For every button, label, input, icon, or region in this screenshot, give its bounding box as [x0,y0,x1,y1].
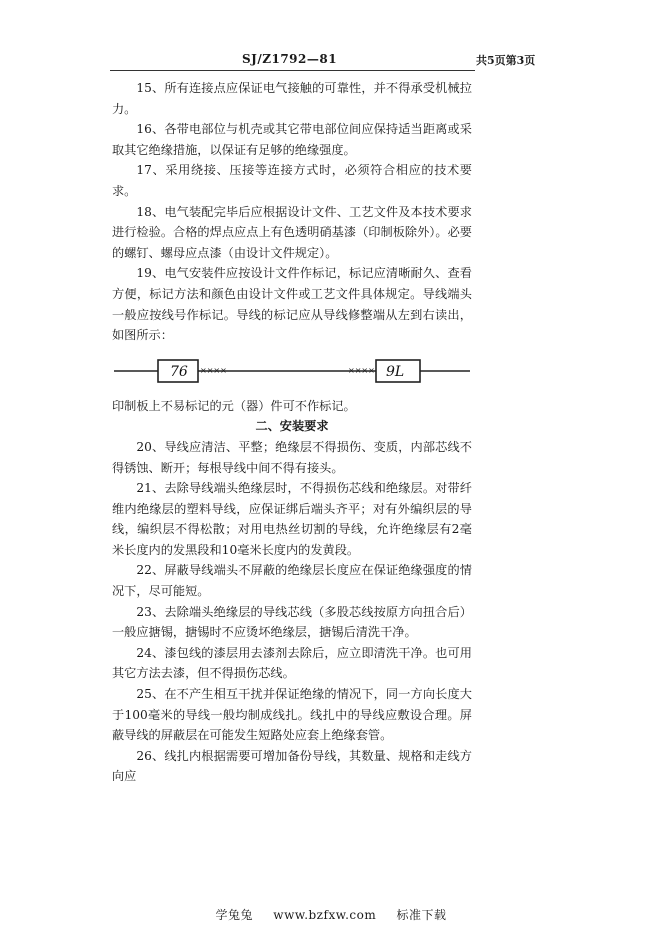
clause-20: 20、导线应清洁、平整；绝缘层不得损伤、变质，内部芯线不得锈蚀、断开；每根导线中间不得有接头。 [112,439,472,475]
clause-19: 19、电气安装件应按设计文件作标记，标记应清晰耐久、查看方便，标记方法和颜色由设计文件或工艺文件具体规定。导线端头一般应按线号作标记。导线的标记应从导线修整端从左到右读出，如图所示： [112,266,472,343]
right-marker-label: 9L [386,363,405,380]
clause-16: 16、各带电部位与机壳或其它带电部位间应保持适当距离或采取其它绝缘措施，以保证有足够的绝缘强度。 [112,122,472,157]
standard-number: SJ/Z1792—81 [242,52,338,66]
wire-marking-drawing [112,352,472,392]
page-footer [0,906,662,923]
clause-26: 26、线扎内根据需要可增加备份导线，其数量、规格和走线方向应 [112,748,472,784]
footer-url[interactable]: www.bzfxw.com [273,908,377,922]
left-marker-label: 76 [170,363,188,380]
clause-17: 17、采用绕接、压接等连接方式时，必须符合相应的技术要求。 [112,163,472,198]
clause-18: 18、电气装配完毕后应根据设计文件、工艺文件及本技术要求进行检验。合格的焊点应点上有色透明硝基漆（印制板除外）。必要的螺钉、螺母应点漆（由设计文件规定）。 [112,204,472,260]
clause-22: 22、屏蔽导线端头不屏蔽的绝缘层长度应在保证绝缘强度的情况下，尽可能短。 [112,563,472,599]
left-cross-marks: ×××× [200,365,227,375]
clause-15: 15、所有连接点应保证电气接触的可靠性，并不得承受机械拉力。 [112,81,472,116]
figure-note: 印制板上不易标记的元（器）件可不作标记。 [112,398,356,413]
body-text [112,78,472,787]
footer-site-name: 学兔兔 [215,908,253,922]
page-header [110,52,536,70]
clause-23: 23、去除端头绝缘层的导线芯线（多股芯线按原方向扭合后）一般应搪锡，搪锡时不应烫坏绝缘层，搪锡后清洗干净。 [112,604,472,640]
page-count: 共5页第3页 [476,54,536,67]
header-rule [110,70,475,71]
right-cross-marks: ×××× [348,365,375,375]
clause-25: 25、在不产生相互干扰并保证绝缘的情况下，同一方向长度大于100毫米的导线一般均制成线扎。线扎中的导线应敷设合理。屏蔽导线的屏蔽层在可能发生短路处应套上绝缘套管。 [112,687,472,743]
clause-24: 24、漆包线的漆层用去漆剂去除后，应立即清洗干净。也可用其它方法去漆，但不得损伤芯线。 [112,645,472,681]
section-title: 二、安装要求 [255,419,329,434]
footer-tagline: 标准下载 [396,908,447,922]
clause-21: 21、去除导线端头绝缘层时，不得损伤芯线和绝缘层。对带纤维内绝缘层的塑料导线，应保证绑后端头齐平；对有外编织层的导线，编织层不得松散；对用电热丝切割的导线，允许绝缘层有2毫米长度内的发黑段和10毫米长度内的发黄段。 [112,481,472,557]
wire-marking-figure [112,352,472,392]
